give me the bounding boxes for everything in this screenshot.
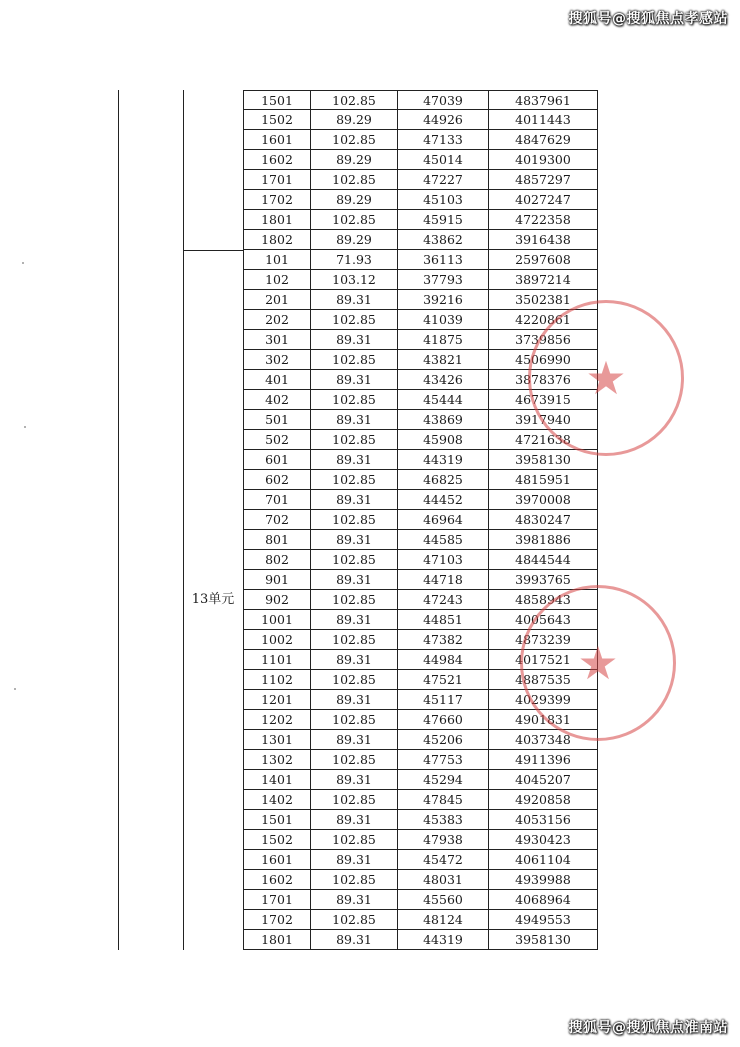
room-number-cell: 1402 xyxy=(243,790,311,810)
unit-price-cell: 45294 xyxy=(398,770,489,790)
unit-price-cell: 47243 xyxy=(398,590,489,610)
room-number-cell: 1702 xyxy=(243,190,311,210)
total-price-cell: 3916438 xyxy=(489,230,598,250)
unit-price-cell: 47753 xyxy=(398,750,489,770)
total-price-cell: 3958130 xyxy=(489,930,598,950)
total-price-cell: 2597608 xyxy=(489,250,598,270)
room-number-cell: 1202 xyxy=(243,710,311,730)
total-price-cell: 3970008 xyxy=(489,490,598,510)
total-price-cell: 4220861 xyxy=(489,310,598,330)
unit-price-cell: 47938 xyxy=(398,830,489,850)
area-cell: 102.85 xyxy=(311,130,398,150)
unit-price-cell: 46964 xyxy=(398,510,489,530)
unit-price-cell: 45908 xyxy=(398,430,489,450)
unit-price-cell: 44319 xyxy=(398,450,489,470)
total-price-cell: 4029399 xyxy=(489,690,598,710)
room-number-cell: 1801 xyxy=(243,210,311,230)
area-cell: 102.85 xyxy=(311,170,398,190)
total-price-cell: 3981886 xyxy=(489,530,598,550)
unit-price-cell: 47845 xyxy=(398,790,489,810)
room-number-cell: 1501 xyxy=(243,810,311,830)
room-number-cell: 1501 xyxy=(243,90,311,110)
room-number-cell: 302 xyxy=(243,350,311,370)
scan-speck xyxy=(22,262,24,264)
unit-label-upper xyxy=(183,90,244,250)
unit-price-cell: 37793 xyxy=(398,270,489,290)
total-price-cell: 4830247 xyxy=(489,510,598,530)
price-table xyxy=(118,90,598,950)
room-number-cell: 1502 xyxy=(243,830,311,850)
unit-price-cell: 47382 xyxy=(398,630,489,650)
room-number-cell: 801 xyxy=(243,530,311,550)
room-number-cell: 1602 xyxy=(243,150,311,170)
unit-price-cell: 44585 xyxy=(398,530,489,550)
unit-price-cell: 39216 xyxy=(398,290,489,310)
unit-price-cell: 47521 xyxy=(398,670,489,690)
total-price-cell: 3502381 xyxy=(489,290,598,310)
total-price-cell: 4005643 xyxy=(489,610,598,630)
area-cell: 103.12 xyxy=(311,270,398,290)
total-price-cell: 4920858 xyxy=(489,790,598,810)
total-price-cell: 4673915 xyxy=(489,390,598,410)
area-cell: 102.85 xyxy=(311,790,398,810)
area-cell: 102.85 xyxy=(311,590,398,610)
unit-price-cell: 48031 xyxy=(398,870,489,890)
area-cell: 102.85 xyxy=(311,830,398,850)
room-number-cell: 1401 xyxy=(243,770,311,790)
area-cell: 89.31 xyxy=(311,930,398,950)
room-number-cell: 701 xyxy=(243,490,311,510)
room-number-cell: 601 xyxy=(243,450,311,470)
room-number-cell: 1302 xyxy=(243,750,311,770)
total-price-cell: 3917940 xyxy=(489,410,598,430)
unit-price-cell: 47660 xyxy=(398,710,489,730)
area-cell: 89.31 xyxy=(311,370,398,390)
area-cell: 89.31 xyxy=(311,290,398,310)
unit-price-cell: 47133 xyxy=(398,130,489,150)
area-cell: 102.85 xyxy=(311,390,398,410)
unit-price-cell: 43862 xyxy=(398,230,489,250)
unit-price-cell: 44851 xyxy=(398,610,489,630)
unit-label: 13单元 xyxy=(183,250,244,950)
unit-price-cell: 43821 xyxy=(398,350,489,370)
unit-separator xyxy=(183,250,243,251)
unit-price-cell: 48124 xyxy=(398,910,489,930)
unit-price-cell: 44926 xyxy=(398,110,489,130)
area-cell: 102.85 xyxy=(311,90,398,110)
room-number-cell: 901 xyxy=(243,570,311,590)
area-cell: 89.31 xyxy=(311,490,398,510)
total-price-cell: 4068964 xyxy=(489,890,598,910)
unit-price-cell: 47039 xyxy=(398,90,489,110)
area-cell: 89.31 xyxy=(311,610,398,630)
watermark-top: 搜狐号@搜狐焦点孝感站 xyxy=(568,11,728,27)
total-price-cell: 3897214 xyxy=(489,270,598,290)
company-seal-2 xyxy=(520,585,676,741)
total-price-cell: 4815951 xyxy=(489,470,598,490)
area-cell: 89.31 xyxy=(311,690,398,710)
room-number-cell: 1701 xyxy=(243,890,311,910)
unit-price-cell: 44319 xyxy=(398,930,489,950)
unit-price-cell: 45560 xyxy=(398,890,489,910)
unit-price-cell: 45103 xyxy=(398,190,489,210)
scan-speck xyxy=(14,688,16,690)
area-cell: 102.85 xyxy=(311,470,398,490)
area-cell: 102.85 xyxy=(311,750,398,770)
room-number-cell: 1301 xyxy=(243,730,311,750)
total-price-cell: 4930423 xyxy=(489,830,598,850)
unit-price-cell: 44984 xyxy=(398,650,489,670)
total-price-cell: 4045207 xyxy=(489,770,598,790)
room-number-cell: 1002 xyxy=(243,630,311,650)
total-price-cell: 4858943 xyxy=(489,590,598,610)
area-cell: 89.31 xyxy=(311,650,398,670)
unit-price-cell: 41875 xyxy=(398,330,489,350)
unit-price-cell: 45915 xyxy=(398,210,489,230)
total-price-cell: 4887535 xyxy=(489,670,598,690)
total-price-cell: 4037348 xyxy=(489,730,598,750)
room-number-cell: 1502 xyxy=(243,110,311,130)
room-number-cell: 1601 xyxy=(243,850,311,870)
total-price-cell: 4837961 xyxy=(489,90,598,110)
area-cell: 102.85 xyxy=(311,210,398,230)
unit-price-cell: 47227 xyxy=(398,170,489,190)
unit-price-cell: 47103 xyxy=(398,550,489,570)
area-cell: 102.85 xyxy=(311,550,398,570)
room-number-cell: 1602 xyxy=(243,870,311,890)
unit-price-cell: 43869 xyxy=(398,410,489,430)
total-price-cell: 4019300 xyxy=(489,150,598,170)
total-price-cell: 4721638 xyxy=(489,430,598,450)
watermark-bottom: 搜狐号@搜狐焦点淮南站 xyxy=(568,1020,728,1036)
area-cell: 102.85 xyxy=(311,710,398,730)
area-cell: 89.31 xyxy=(311,730,398,750)
area-cell: 89.31 xyxy=(311,850,398,870)
total-price-cell: 4011443 xyxy=(489,110,598,130)
room-number-cell: 1601 xyxy=(243,130,311,150)
unit-price-cell: 45206 xyxy=(398,730,489,750)
unit-price-cell: 44718 xyxy=(398,570,489,590)
unit-price-cell: 45383 xyxy=(398,810,489,830)
total-price-cell: 4061104 xyxy=(489,850,598,870)
total-price-cell: 4506990 xyxy=(489,350,598,370)
area-cell: 89.31 xyxy=(311,450,398,470)
scan-speck xyxy=(24,426,26,428)
total-price-cell: 4901831 xyxy=(489,710,598,730)
unit-price-cell: 46825 xyxy=(398,470,489,490)
area-cell: 102.85 xyxy=(311,910,398,930)
total-price-cell: 3739856 xyxy=(489,330,598,350)
total-price-cell: 3958130 xyxy=(489,450,598,470)
unit-price-cell: 43426 xyxy=(398,370,489,390)
area-cell: 102.85 xyxy=(311,670,398,690)
area-cell: 102.85 xyxy=(311,870,398,890)
area-cell: 102.85 xyxy=(311,510,398,530)
area-cell: 102.85 xyxy=(311,350,398,370)
total-price-cell: 4949553 xyxy=(489,910,598,930)
room-number-cell: 902 xyxy=(243,590,311,610)
total-price-cell: 4873239 xyxy=(489,630,598,650)
room-number-cell: 502 xyxy=(243,430,311,450)
company-seal-1 xyxy=(528,300,684,456)
area-cell: 102.85 xyxy=(311,310,398,330)
unit-price-cell: 45472 xyxy=(398,850,489,870)
room-number-cell: 201 xyxy=(243,290,311,310)
room-number-cell: 1701 xyxy=(243,170,311,190)
total-price-cell: 4847629 xyxy=(489,130,598,150)
room-number-cell: 1101 xyxy=(243,650,311,670)
area-cell: 89.31 xyxy=(311,330,398,350)
room-number-cell: 1702 xyxy=(243,910,311,930)
room-number-cell: 1001 xyxy=(243,610,311,630)
total-price-cell: 4017521 xyxy=(489,650,598,670)
area-cell: 89.31 xyxy=(311,890,398,910)
total-price-cell: 4722358 xyxy=(489,210,598,230)
unit-price-cell: 41039 xyxy=(398,310,489,330)
room-number-cell: 602 xyxy=(243,470,311,490)
room-number-cell: 101 xyxy=(243,250,311,270)
room-number-cell: 802 xyxy=(243,550,311,570)
total-price-cell: 4027247 xyxy=(489,190,598,210)
seal-star-icon: ★ xyxy=(585,351,627,405)
room-number-cell: 102 xyxy=(243,270,311,290)
area-cell: 102.85 xyxy=(311,630,398,650)
room-number-cell: 1802 xyxy=(243,230,311,250)
area-cell: 89.31 xyxy=(311,810,398,830)
total-price-cell: 3993765 xyxy=(489,570,598,590)
room-number-cell: 1201 xyxy=(243,690,311,710)
room-number-cell: 402 xyxy=(243,390,311,410)
seal-star-icon: ★ xyxy=(577,636,619,690)
total-price-cell: 4911396 xyxy=(489,750,598,770)
area-cell: 89.31 xyxy=(311,770,398,790)
total-price-cell: 4939988 xyxy=(489,870,598,890)
area-cell: 89.29 xyxy=(311,190,398,210)
unit-price-cell: 44452 xyxy=(398,490,489,510)
total-price-cell: 4053156 xyxy=(489,810,598,830)
total-price-cell: 4844544 xyxy=(489,550,598,570)
area-cell: 89.29 xyxy=(311,230,398,250)
area-cell: 89.31 xyxy=(311,530,398,550)
room-number-cell: 202 xyxy=(243,310,311,330)
unit-price-cell: 45117 xyxy=(398,690,489,710)
room-number-cell: 1102 xyxy=(243,670,311,690)
unit-price-cell: 45014 xyxy=(398,150,489,170)
area-cell: 71.93 xyxy=(311,250,398,270)
area-cell: 102.85 xyxy=(311,430,398,450)
room-number-cell: 301 xyxy=(243,330,311,350)
total-price-cell: 4857297 xyxy=(489,170,598,190)
area-cell: 89.31 xyxy=(311,410,398,430)
room-number-cell: 1801 xyxy=(243,930,311,950)
unit-price-cell: 45444 xyxy=(398,390,489,410)
room-number-cell: 401 xyxy=(243,370,311,390)
area-cell: 89.29 xyxy=(311,110,398,130)
room-number-cell: 702 xyxy=(243,510,311,530)
unit-price-cell: 36113 xyxy=(398,250,489,270)
area-cell: 89.29 xyxy=(311,150,398,170)
area-cell: 89.31 xyxy=(311,570,398,590)
total-price-cell: 3878376 xyxy=(489,370,598,390)
room-number-cell: 501 xyxy=(243,410,311,430)
